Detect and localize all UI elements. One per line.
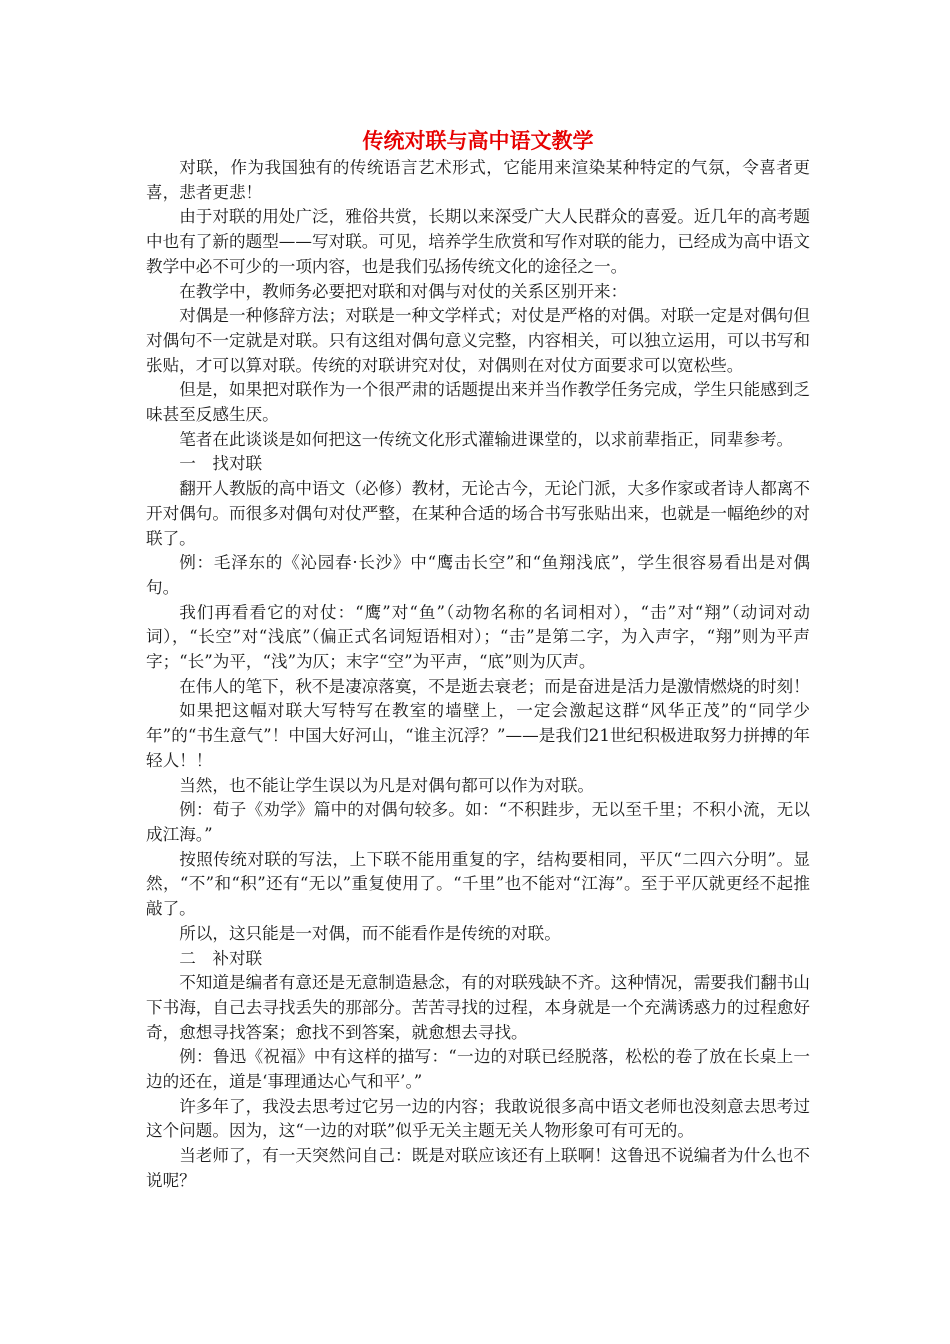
paragraph: 在教学中，教师务必要把对联和对偶与对仗的关系区别开来： <box>179 281 628 301</box>
paragraph: 我们再看看它的对仗：“鹰”对“鱼”（动物名称的名词相对），“击”对“翔”（动词对动词），“长空”对“浅底”（偏正式名词短语相对）；“击”是第二字，为入声字，“翔”则为平声字；“长”为平，“浅”为仄；末字“空”为平声，“底”则为仄声。 <box>146 602 810 672</box>
document-body <box>146 156 810 1194</box>
document-title: 传统对联与高中语文教学 <box>362 128 594 153</box>
paragraph: 在伟人的笔下，秋不是凄凉落寞，不是逝去衰老；而是奋进是活力是激情燃烧的时刻！ <box>179 676 810 696</box>
paragraph: 当老师了，有一天突然问自己：既是对联应该还有上联啊！这鲁迅不说编者为什么也不说呢？ <box>146 1146 810 1190</box>
paragraph: 如果把这幅对联大写特写在教室的墙壁上，一定会激起这群“风华正茂”的“同学少年”的“书生意气”！中国大好河山，“谁主沉浮？”——是我们21世纪积极进取努力拼搏的年轻人！！ <box>146 701 810 770</box>
paragraph: 翻开人教版的高中语文（必修）教材，无论古今，无论门派，大多作家或者诗人都离不开对偶句。而很多对偶句对仗严整，在某种合适的场合书写张贴出来，也就是一幅绝纱的对联了。 <box>146 479 810 548</box>
paragraph: 所以，这只能是一对偶，而不能看作是传统的对联。 <box>179 923 561 943</box>
paragraph: 当然，也不能让学生误以为凡是对偶句都可以作为对联。 <box>179 775 595 795</box>
paragraph: 对偶是一种修辞方法；对联是一种文学样式；对仗是严格的对偶。对联一定是对偶句但对偶句不一定就是对联。只有这组对偶句意义完整，内容相关，可以独立运用，可以书写和张贴，才可以算对联。传统的对联讲究对仗，对偶则在对仗方面要求可以宽松些。 <box>146 306 810 375</box>
paragraph: 笔者在此谈谈是如何把这一传统文化形式灌输进课堂的，以求前辈指正，同辈参考。 <box>179 429 794 449</box>
section-heading: 一 找对联 <box>179 454 263 474</box>
paragraph: 例：毛泽东的《沁园春·长沙》中“鹰击长空”和“鱼翔浅底”，学生很容易看出是对偶句。 <box>146 553 810 597</box>
paragraph: 不知道是编者有意还是无意制造悬念，有的对联残缺不齐。这种情况，需要我们翻书山下书海，自己去寻找丢失的那部分。苦苦寻找的过程，本身就是一个充满诱惑力的过程愈好奇，愈想寻找答案；愈找不到答案，就愈想去寻找。 <box>146 973 810 1042</box>
paragraph: 例：荀子《劝学》篇中的对偶句较多。如：“不积跬步，无以至千里；不积小流，无以成江海。” <box>146 800 810 844</box>
paragraph: 但是，如果把对联作为一个很严肃的话题提出来并当作教学任务完成，学生只能感到乏味甚至反感生厌。 <box>146 380 810 425</box>
paragraph: 由于对联的用处广泛，雅俗共赏，长期以来深受广大人民群众的喜爱。近几年的高考题中也有了新的题型——写对联。可见，培养学生欣赏和写作对联的能力，已经成为高中语文教学中必不可少的一项内容，也是我们弘扬传统文化的途径之一。 <box>146 207 810 276</box>
paragraph: 例：鲁迅《祝福》中有这样的描写：“一边的对联已经脱落，松松的卷了放在长桌上一边的还在，道是‘事理通达心气和平’。” <box>146 1047 810 1092</box>
document-page <box>146 126 810 1194</box>
paragraph: 对联，作为我国独有的传统语言艺术形式，它能用来渲染某种特定的气氛，令喜者更喜，悲者更悲！ <box>146 158 810 202</box>
section-heading: 二 补对联 <box>179 948 263 968</box>
paragraph: 按照传统对联的写法，上下联不能用重复的字，结构要相同，平仄“二四六分明”。显然，“不”和“积”还有“无以”重复使用了。“千里”也不能对“江海”。至于平仄就更经不起推敲了。 <box>146 849 810 919</box>
paragraph: 许多年了，我没去思考过它另一边的内容；我敢说很多高中语文老师也没刻意去思考过这个问题。因为，这“一边的对联”似乎无关主题无关人物形象可有可无的。 <box>146 1096 810 1141</box>
